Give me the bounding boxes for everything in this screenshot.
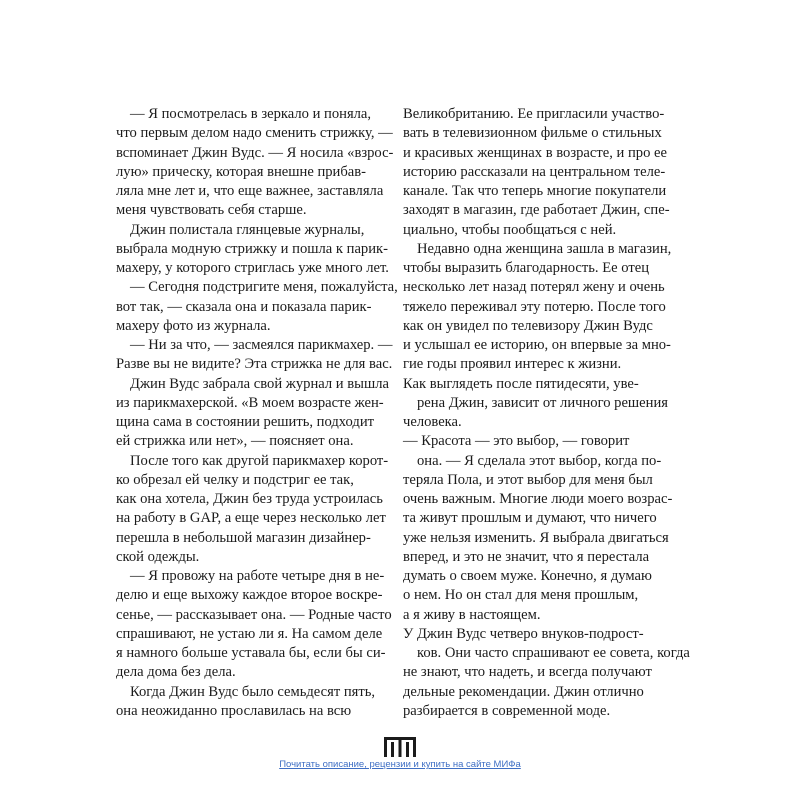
text-line: После того как другой парикмахер корот- xyxy=(130,452,389,469)
text-line: несколько лет назад потерял жену и очень xyxy=(403,279,665,296)
text-line: историю рассказали на центральном теле- xyxy=(403,163,666,180)
text-line: Разве вы не видите? Эта стрижка не для вас. xyxy=(116,356,393,373)
text-line: рена Джин, зависит от личного решения xyxy=(417,394,668,411)
right-text-column xyxy=(403,105,690,721)
text-line: вать в телевизионном фильме о стильных xyxy=(403,125,662,142)
left-text-column xyxy=(116,105,398,721)
text-line: Джин Вудс забрала свой журнал и вышла xyxy=(130,375,389,392)
text-line: та живут прошлым и думают, что ничего xyxy=(403,510,657,527)
text-line: вспоминает Джин Вудс. — Я носила «взрос- xyxy=(116,144,394,161)
text-line: она. — Я сделала этот выбор, когда по- xyxy=(417,452,662,469)
text-line: а я живу в настоящем. xyxy=(403,606,541,623)
text-line: делю и еще выхожу каждое второе воскре- xyxy=(116,587,383,604)
text-line: я намного больше уставала бы, если бы си- xyxy=(116,645,386,661)
text-line: уже нельзя изменить. Я выбрала двигаться xyxy=(403,529,669,546)
text-line: как она хотела, Джин без труда устроилась xyxy=(116,491,383,507)
text-line: на работу в GAP, а еще через несколько лет xyxy=(116,510,386,527)
text-line: заходят в магазин, где работает Джин, спе- xyxy=(403,202,670,219)
text-line: перешла в небольшой магазин дизайнер- xyxy=(116,529,371,546)
text-line: щина сама в состоянии решить, подходит xyxy=(116,414,375,430)
text-line: гие годы проявил интерес к жизни. xyxy=(403,356,622,373)
text-line: лую» прическу, которая внешне прибав- xyxy=(116,163,367,180)
text-line: из парикмахерской. «В моем возрасте жен- xyxy=(116,394,384,411)
text-line: Недавно одна женщина зашла в магазин, xyxy=(417,240,672,257)
text-line: вперед, и это не значит, что я перестала xyxy=(403,548,650,565)
text-line: чтобы выразить благодарность. Ее отец xyxy=(403,260,650,276)
text-line: и услышал ее историю, он впервые за мно- xyxy=(403,337,671,353)
footer-site-link[interactable]: Почитать описание, рецензии и купить на сайте МИФа xyxy=(279,759,521,770)
text-line: сенье, — рассказывает она. — Родные часто xyxy=(116,606,392,623)
text-line: человека. xyxy=(403,414,462,430)
text-line: как он увидел по телевизору Джин Вудс xyxy=(403,317,653,334)
text-line: — Красота — это выбор, — говорит xyxy=(403,433,630,450)
text-line: дела дома без дела. xyxy=(116,664,236,681)
text-line: тяжело переживал эту потерю. После того xyxy=(403,298,666,315)
text-line: Когда Джин Вудс было семьдесят пять, xyxy=(130,683,376,700)
text-line: вот так, — сказала она и показала парик- xyxy=(116,298,372,315)
text-line: думать о своем муже. Конечно, я думаю xyxy=(403,568,652,584)
text-line: махеру, у которого стриглась уже много лет. xyxy=(116,260,389,276)
text-line: спрашивают, не устаю ли я. На самом деле xyxy=(116,625,383,642)
text-line: ей стрижка или нет», — поясняет она. xyxy=(116,433,354,450)
text-line: Джин полистала глянцевые журналы, xyxy=(130,221,365,238)
text-line: — Ни за что, — засмеялся парикмахер. — xyxy=(130,337,393,353)
text-line: Великобританию. Ее пригласили участво- xyxy=(403,106,665,122)
text-line: она неожиданно прославилась на всю xyxy=(116,702,352,719)
text-line: Как выглядеть после пятидесяти, уве- xyxy=(403,375,639,392)
text-line: — Я посмотрелась в зеркало и поняла, xyxy=(130,106,372,122)
text-line: ков. Они часто спрашивают ее совета, когда xyxy=(417,645,690,661)
mif-publisher-logo-icon xyxy=(384,737,416,757)
text-line: разбирается в современной моде. xyxy=(403,702,611,719)
text-line: ко обрезал ей челку и подстриг ее так, xyxy=(116,471,354,488)
text-line: ской одежды. xyxy=(116,548,200,565)
text-line: циально, чтобы пообщаться с ней. xyxy=(403,221,617,238)
text-line: махеру фото из журнала. xyxy=(116,317,271,334)
text-line: меня чувствовать себя старше. xyxy=(116,202,307,219)
text-line: — Я провожу на работе четыре дня в не- xyxy=(130,568,385,584)
text-line: о нем. Но он стал для меня прошлым, xyxy=(403,587,639,604)
text-line: — Сегодня подстригите меня, пожалуйста, xyxy=(130,279,398,296)
text-line: что первым делом надо сменить стрижку, — xyxy=(116,125,393,142)
text-line: не знают, что надеть, и всегда получают xyxy=(403,664,652,681)
text-line: ляла мне лет и, что еще важнее, заставляла xyxy=(116,183,384,199)
text-line: и красивых женщинах в возрасте, и про ее xyxy=(403,144,667,161)
text-line: теряла Пола, и этот выбор для меня был xyxy=(403,471,653,488)
text-line: выбрала модную стрижку и пошла к парик- xyxy=(116,240,388,257)
text-line: очень важным. Многие люди моего возрас- xyxy=(403,491,673,507)
text-line: дельные рекомендации. Джин отлично xyxy=(403,683,644,700)
text-line: канале. Так что теперь многие покупатели xyxy=(403,183,667,199)
text-line: У Джин Вудс четверо внуков-подрост- xyxy=(403,625,644,642)
